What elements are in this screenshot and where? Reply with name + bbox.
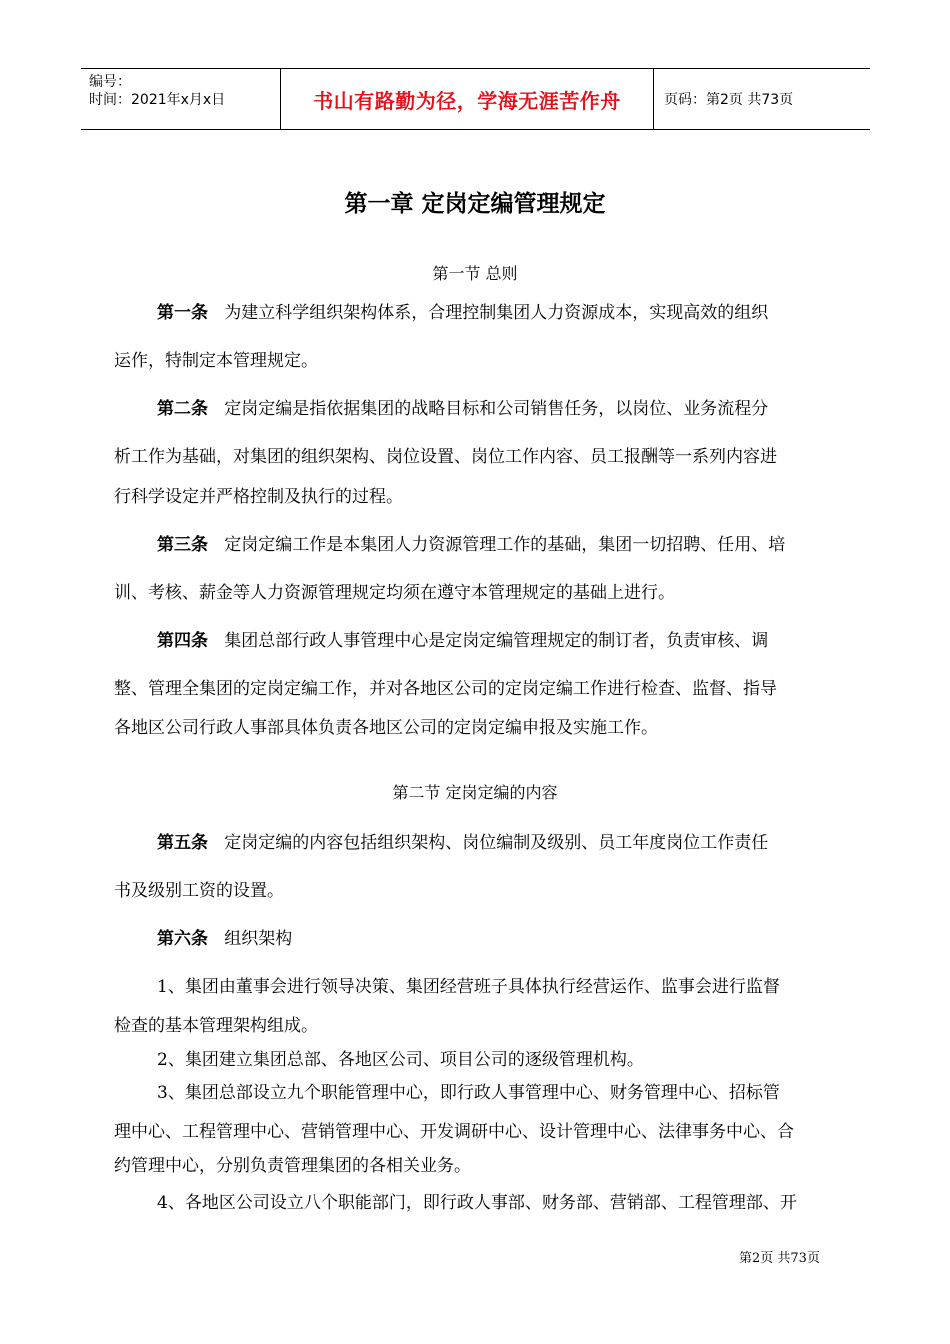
article-6-label: 第六条 xyxy=(157,929,208,949)
article-1-line-2: 运作，特制定本管理规定。 xyxy=(114,351,318,371)
article-2-line-3: 行科学设定并严格控制及执行的过程。 xyxy=(114,487,403,507)
item-3-line-2: 理中心、工程管理中心、营销管理中心、开发调研中心、设计管理中心、法律事务中心、合 xyxy=(114,1122,794,1142)
article-5-first-line xyxy=(157,828,768,853)
item-3-line-1: 3、集团总部设立九个职能管理中心，即行政人事管理中心、财务管理中心、招标管 xyxy=(157,1083,780,1103)
header-page-info: 页码：第2页 共73页 xyxy=(664,92,794,108)
article-6-first-line xyxy=(157,924,292,949)
article-5-label: 第五条 xyxy=(157,833,208,853)
article-4-line-3: 各地区公司行政人事部具体负责各地区公司的定岗定编申报及实施工作。 xyxy=(114,718,658,738)
article-4-line-2: 整、管理全集团的定岗定编工作，并对各地区公司的定岗定编工作进行检查、监督、指导 xyxy=(114,679,777,699)
article-6-text: 组织架构 xyxy=(224,929,293,949)
article-2-first-line xyxy=(157,394,768,419)
chapter-title: 第一章 定岗定编管理规定 xyxy=(344,191,606,217)
item-1-line-1: 1、集团由董事会进行领导决策、集团经营班子具体执行经营运作、监事会进行监督 xyxy=(157,977,780,997)
section-title-1: 第一节 总则 xyxy=(432,264,518,283)
article-4-label: 第四条 xyxy=(157,631,208,651)
article-3-first-line xyxy=(157,530,785,555)
header-meta xyxy=(81,69,281,129)
header-motto: 书山有路勤为径，学海无涯苦作舟 xyxy=(281,69,654,129)
article-2-text: 定岗定编是指依据集团的战略目标和公司销售任务，以岗位、业务流程分 xyxy=(224,399,769,419)
article-2-line-2: 析工作为基础，对集团的组织架构、岗位设置、岗位工作内容、员工报酬等一系列内容进 xyxy=(114,447,777,467)
page-footer: 第2页 共73页 xyxy=(739,1251,820,1266)
page-header xyxy=(81,68,870,130)
item-2-line-1: 2、集团建立集团总部、各地区公司、项目公司的逐级管理机构。 xyxy=(157,1050,644,1070)
article-1-text: 为建立科学组织架构体系，合理控制集团人力资源成本，实现高效的组织 xyxy=(224,303,769,323)
article-3-label: 第三条 xyxy=(157,535,208,555)
item-1-line-2: 检查的基本管理架构组成。 xyxy=(114,1016,318,1036)
item-3-line-3: 约管理中心，分别负责管理集团的各相关业务。 xyxy=(114,1156,471,1176)
article-3-line-2: 训、考核、薪金等人力资源管理规定均须在遵守本管理规定的基础上进行。 xyxy=(114,583,675,603)
article-3-text: 定岗定编工作是本集团人力资源管理工作的基础，集团一切招聘、任用、培 xyxy=(224,535,786,555)
article-1-label: 第一条 xyxy=(157,303,208,323)
article-4-text: 集团总部行政人事管理中心是定岗定编管理规定的制订者，负责审核、调 xyxy=(224,631,769,651)
serial-label: 编号： xyxy=(89,74,131,90)
section-title-2: 第二节 定岗定编的内容 xyxy=(392,783,558,802)
article-5-line-2: 书及级别工资的设置。 xyxy=(114,881,284,901)
article-4-first-line xyxy=(157,626,768,651)
article-5-text: 定岗定编的内容包括组织架构、岗位编制及级别、员工年度岗位工作责任 xyxy=(224,833,769,853)
item-4-line-1: 4、各地区公司设立八个职能部门，即行政人事部、财务部、营销部、工程管理部、开 xyxy=(157,1193,797,1213)
article-2-label: 第二条 xyxy=(157,399,208,419)
article-1-first-line xyxy=(157,298,768,323)
time-label: 时间：2021年x月x日 xyxy=(89,92,226,108)
